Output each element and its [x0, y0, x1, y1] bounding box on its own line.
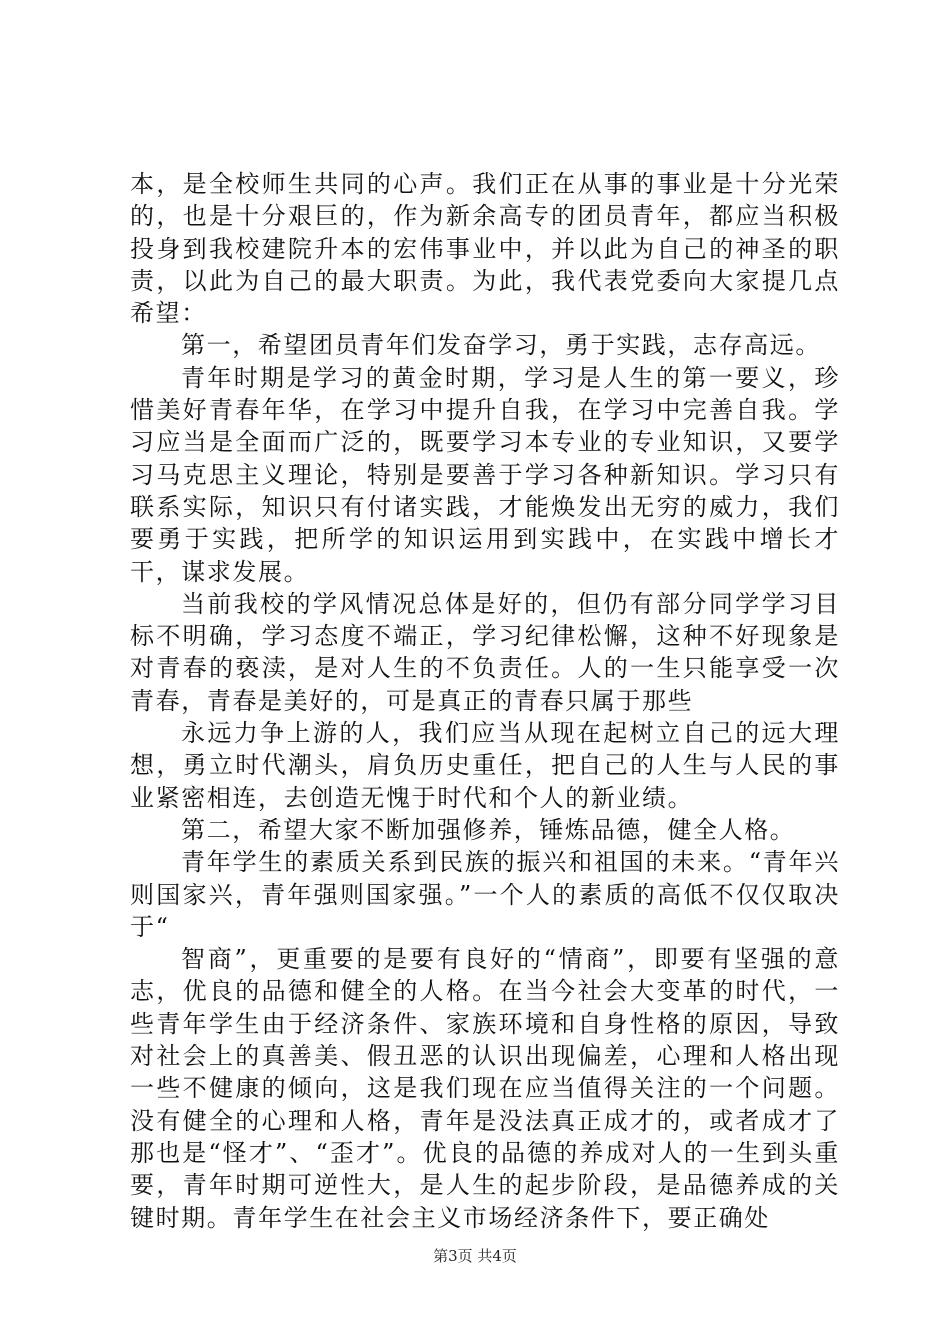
paragraph-1: 本，是全校师生共同的心声。我们正在从事的事业是十分光荣的，也是十分艰巨的，作为新余高专的团员青年，都应当积极投身到我校建院升本的宏伟事业中，并以此为自己的神圣的职责，以此为自己的最大职责。为此，我代表党委向大家提几点希望：	[130, 170, 840, 328]
paragraph-6-heading: 第二，希望大家不断加强修养，锤炼品德，健全人格。	[181, 815, 796, 844]
paragraph-8: 智商”，更重要的是要有良好的“情商”，即要有坚强的意志，优良的品德和健全的人格。在当今社会大变革的时代，一些青年学生由于经济条件、家族环境和自身性格的原因，导致对社会上的真善美、假丑恶的认识出现偏差，心理和人格出现一些不健康的倾向，这是我们现在应当值得关注的一个问题。没有健全的心理和人格，青年是没法真正成才的，或者成才了那也是“怪才”、“歪才”。优良的品德的养成对人的一生到头重要，青年时期可逆性大，是人生的起步阶段，是品德养成的关键时期。青年学生在社会主义市场经济条件下，要正确处	[130, 945, 840, 1232]
paragraph-4: 当前我校的学风情况总体是好的，但仍有部分同学学习目标不明确，学习态度不端正，学习纪律松懈，这种不好现象是对青春的亵渎，是对人生的不负责任。人的一生只能享受一次青春，青春是美好的，可是真正的青春只属于那些	[130, 589, 840, 715]
paragraph-7: 青年学生的素质关系到民族的振兴和祖国的未来。“青年兴则国家兴，青年强则国家强。”一个人的素质的高低不仅仅取决于“	[130, 848, 840, 941]
page-number-label: 第3页 共4页	[433, 1247, 517, 1265]
paragraph-3: 青年时期是学习的黄金时期，学习是人生的第一要义，珍惜美好青春年华，在学习中提升自我，在学习中完善自我。学习应当是全面而广泛的，既要学习本专业的专业知识，又要学习马克思主义理论，特别是要善于学习各种新知识。学习只有联系实际，知识只有付诸实践，才能焕发出无穷的威力，我们要勇于实践，把所学的知识运用到实践中，在实践中增长才干，谋求发展。	[130, 363, 840, 586]
paragraph-2-heading: 第一，希望团员青年们发奋学习，勇于实践，志存高远。	[181, 331, 821, 360]
page-footer	[0, 1245, 950, 1266]
document-body	[130, 168, 840, 1234]
paragraph-5: 永远力争上游的人，我们应当从现在起树立自己的远大理想，勇立时代潮头，肩负历史重任，把自己的人生与人民的事业紧密相连，去创造无愧于时代和个人的新业绩。	[130, 719, 840, 812]
